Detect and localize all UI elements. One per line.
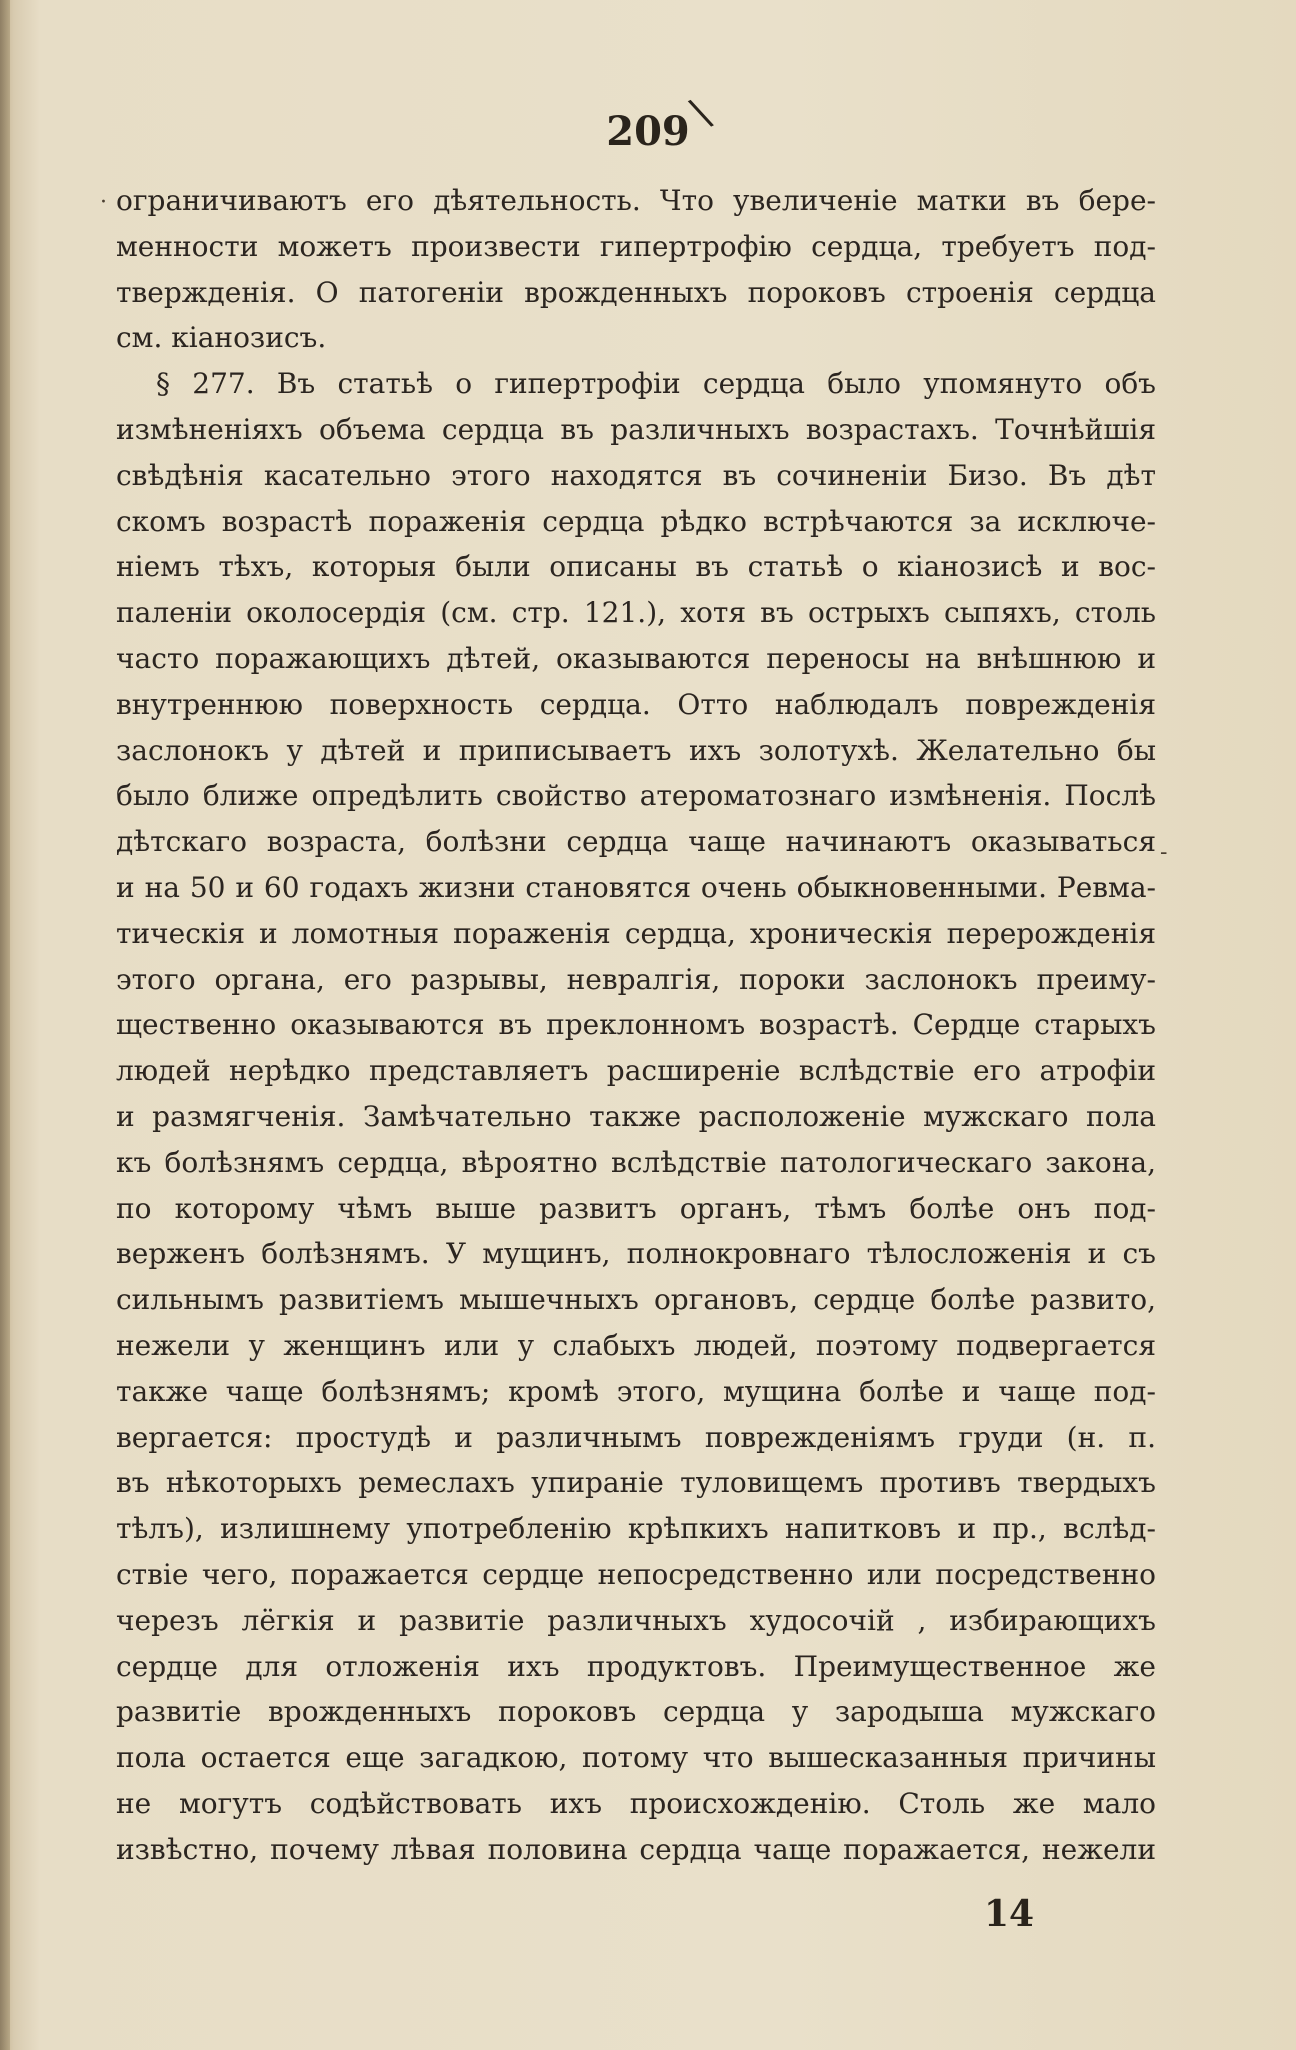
text-line: къ болѣзнямъ сердца, вѣроятно вслѣдствіе патологическаго закона, — [116, 1145, 1156, 1179]
text-line: ствіе чего, поражается сердце непосредственно или посредственно — [116, 1557, 1156, 1591]
text-line: верженъ болѣзнямъ. У мущинъ, полнокровнаго тѣлосложенія и съ — [116, 1237, 1156, 1271]
text-line: извѣстно, почему лѣвая половина сердца чаще поражается, нежели — [116, 1832, 1156, 1866]
text-line: этого органа, его разрывы, невралгія, пороки заслонокъ преиму- — [116, 962, 1156, 996]
text-line: людей нерѣдко представляетъ расширеніе вслѣдствіе его атрофіи — [116, 1054, 1156, 1088]
text-line: и на 50 и 60 годахъ жизни становятся очень обыкновенными. Ревма- — [116, 870, 1156, 904]
text-line: ніемъ тѣхъ, которыя были описаны въ статьѣ о кіанозисѣ и вос- — [116, 550, 1156, 584]
margin-tick-top: · — [100, 190, 107, 215]
text-line: твержденія. О патогеніи врожденныхъ пороковъ строенія сердца — [116, 275, 1156, 309]
text-line: въ нѣкоторыхъ ремеслахъ упираніе туловищемъ противъ твердыхъ — [116, 1466, 1156, 1500]
text-line: по которому чѣмъ выше развитъ органъ, тѣмъ болѣе онъ под- — [116, 1191, 1156, 1225]
text-line: внутреннюю поверхность сердца. Отто наблюдалъ поврежденія — [116, 687, 1156, 721]
text-line: щественно оказываются въ преклонномъ возрастѣ. Сердце старыхъ — [116, 1008, 1156, 1042]
text-line: § 277. Въ статьѣ о гипертрофіи сердца было упомянуто объ — [156, 367, 1156, 401]
text-line: сердце для отложенія ихъ продуктовъ. Преимущественное же — [116, 1649, 1156, 1683]
text-line: пола остается еще загадкою, потому что вышесказанныя причины — [116, 1741, 1156, 1775]
text-line: дѣтскаго возраста, болѣзни сердца чаще начинаютъ оказываться — [116, 825, 1156, 859]
text-line: было ближе опредѣлить свойство атероматознаго измѣненія. Послѣ — [116, 779, 1156, 813]
text-line: тѣлъ), излишнему употребленію крѣпкихъ напитковъ и пр., вслѣд- — [116, 1512, 1156, 1546]
text-line: см. кіанозисъ. — [116, 321, 327, 355]
text-line: сильнымъ развитіемъ мышечныхъ органовъ, сердце болѣе развито, — [116, 1283, 1156, 1317]
corner-mark: \ — [684, 89, 717, 137]
page-number: 209 — [606, 108, 690, 155]
text-line: свѣдѣнія касательно этого находятся въ сочиненіи Бизо. Въ дѣт — [116, 458, 1156, 492]
text-line: паленіи околосердія (см. стр. 121.), хотя въ острыхъ сыпяхъ, столь — [116, 596, 1156, 630]
text-line: менности можетъ произвести гипертрофію сердца, требуетъ под- — [116, 229, 1156, 263]
paragraph-section-277 — [116, 361, 1156, 1872]
text-line: не могутъ содѣйствовать ихъ происхожденію. Столь же мало — [116, 1786, 1156, 1820]
margin-tick-right: - — [1160, 840, 1168, 865]
text-line: и размягченія. Замѣчательно также расположеніе мужскаго пола — [116, 1099, 1156, 1133]
body-text — [116, 178, 1156, 1872]
text-line: скомъ возрастѣ пораженія сердца рѣдко встрѣчаются за исключе- — [116, 504, 1156, 538]
text-line: измѣненіяхъ объема сердца въ различныхъ возрастахъ. Точнѣйшія — [116, 412, 1156, 446]
text-line: часто поражающихъ дѣтей, оказываются переносы на внѣшнюю и — [116, 641, 1156, 675]
text-line: заслонокъ у дѣтей и приписываетъ ихъ золотухѣ. Желательно бы — [116, 733, 1156, 767]
text-line: нежели у женщинъ или у слабыхъ людей, поэтому подвергается — [116, 1328, 1156, 1362]
text-line: развитіе врожденныхъ пороковъ сердца у зародыша мужскаго — [116, 1695, 1156, 1729]
text-line: тическія и ломотныя пораженія сердца, хроническія перерожденія — [116, 916, 1156, 950]
text-line: также чаще болѣзнямъ; кромѣ этого, мущина болѣе и чаще под- — [116, 1374, 1156, 1408]
text-line: черезъ лёгкія и развитіе различныхъ худосочій , избирающихъ — [116, 1603, 1156, 1637]
book-spine-edge — [0, 0, 10, 2050]
paragraph-continuation — [116, 178, 1156, 361]
text-line: вергается: простудѣ и различнымъ поврежденіямъ груди (н. п. — [116, 1420, 1156, 1454]
text-line: ограничиваютъ его дѣятельность. Что увеличеніе матки въ бере- — [116, 184, 1156, 217]
signature-mark: 14 — [984, 1893, 1035, 1935]
